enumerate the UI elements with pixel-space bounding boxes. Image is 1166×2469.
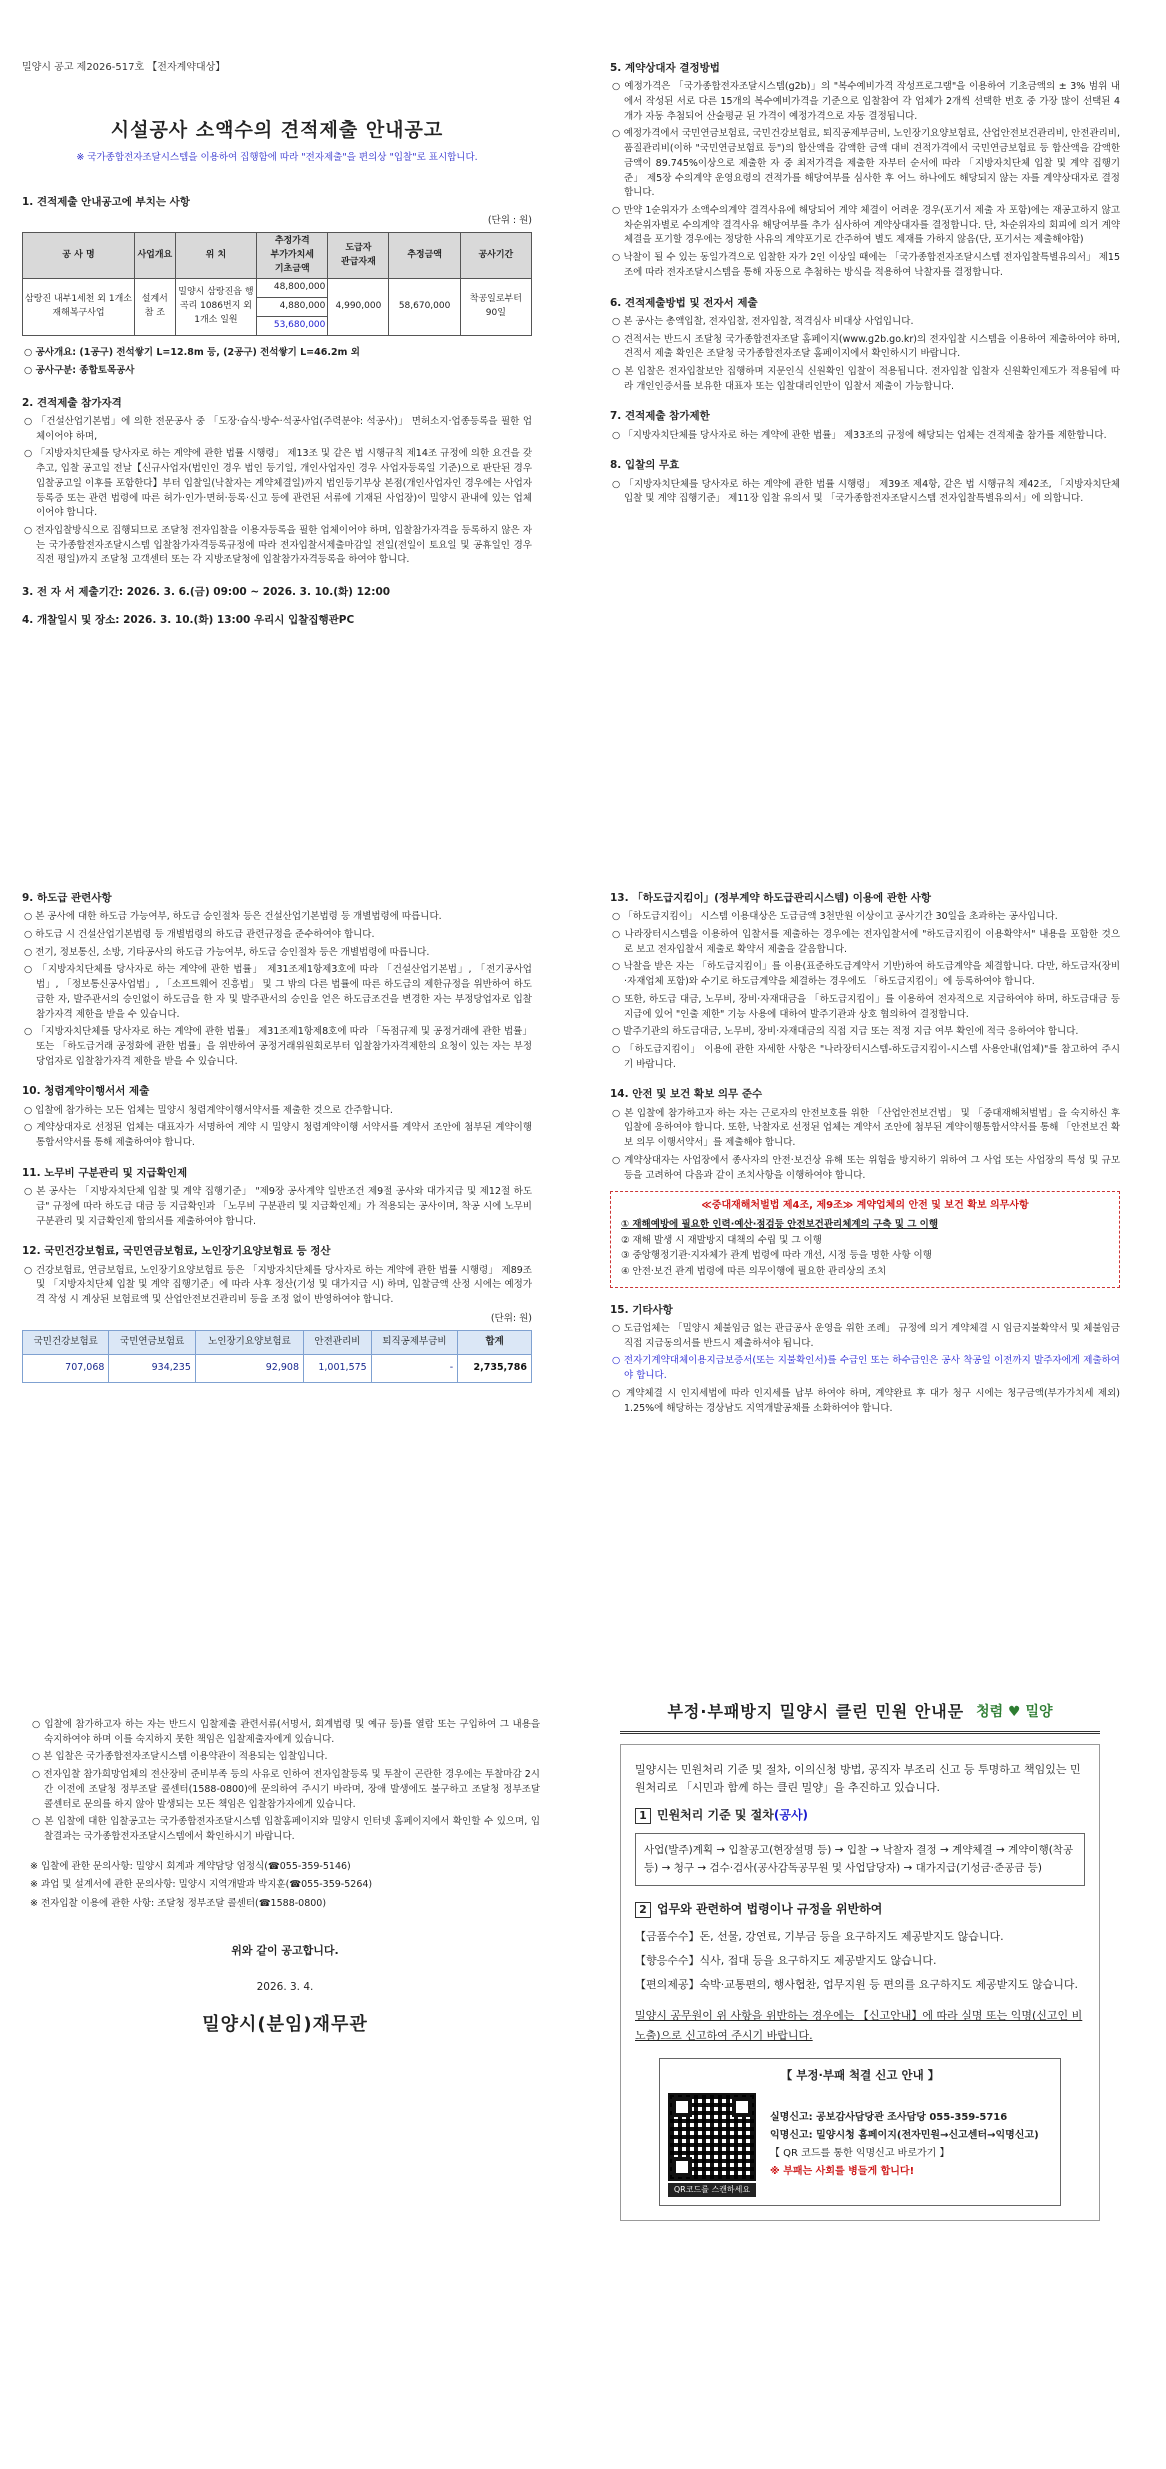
p3-para-1: ○ 입찰에 참가하고자 하는 자는 반드시 입찰제출 관련서류(서명서, 회계법령 및 예규 등)를 열람 또는 구입하여 그 내용을 숙지하여야 하며 이를 숙지하지 못한 책임은 입찰제출자에게 있습니다. xyxy=(32,1719,540,1745)
s1-note-2: ○ 공사구분: 종합토목공사 xyxy=(24,364,135,376)
ins-pension: 934,235 xyxy=(109,1355,195,1383)
th-total: 추정금액 xyxy=(389,232,460,279)
s14-para-2: ○ 계약상대자는 사업장에서 종사자의 안전·보건상 유해 또는 위험을 방지하기 위하여 그 사업 또는 사업장의 특성 및 규모 등을 고려하여 다음과 같이 조치사항을 이행하여야 합니다. xyxy=(612,1154,1120,1181)
insurance-table xyxy=(22,1330,532,1382)
s14-para-1: ○ 본 입찰에 참가하고자 하는 자는 근로자의 안전보호를 위한 「산업안전보건법」 및 「중대재해처벌법」을 숙지하신 후 입찰에 응하여야 합니다. 또한, 낙찰자로 선정된 업체는 계약서 조안에 첨부된 계약이행통합서약서를 통해 「안전보건 확보 의무 이행서약서」를 제출해야 합니다. xyxy=(612,1107,1120,1149)
th-location: 위 치 xyxy=(175,232,256,279)
safety-item-3: ③ 중앙행정기관·지자체가 관계 법령에 따라 개선, 시정 등을 명한 사항 이행 xyxy=(621,1250,932,1262)
section-10-title: 10. 청렴계약이행서서 제출 xyxy=(22,1085,150,1098)
th-summary: 사업개요 xyxy=(134,232,175,279)
ins-th-pension: 국민연금보험료 xyxy=(109,1331,195,1355)
clean-sub-1 xyxy=(635,1806,1085,1825)
safety-item-1: ① 재해예방에 필요한 인력·예산·점검등 안전보건관리체계의 구축 및 그 이행 xyxy=(621,1218,939,1230)
section-9-title: 9. 하도급 관련사항 xyxy=(22,892,112,904)
s9-para-4: ○ 「지방자치단체를 당사자로 하는 계약에 관한 법률」 제31조제1항제3호에 따라 「건설산업기본법」, 「전기공사업법」, 「정보통신공사업법」, 「소프트웨어 진흥법」 및 그 밖의 다른 법률에 따른 하도급의 제한규정을 위반하여 하도급한 자, 발주관서의 승인없이 하도급을 한 자 및 발주관서의 승인을 얻은 하도급조건을 변경한 자는 부정당업자로 입찰참가자격 제한을 받을 수 있습니다. xyxy=(24,964,532,1020)
p3-para-3: ○ 전자입찰 참가희망업체의 전산장비 준비부족 등의 사유로 인하여 전자입찰등록 및 투찰이 곤란한 경우에는 투찰마감 2시간 이전에 조달청 정부조달 콜센터(1588-0800)에 문의하여 주시기 바라며, 장애 발생에도 불구하고 조달청 정부조달 콜센터로 문의를 하지 않아 발생되는 모든 책임은 입찰참가자에게 있습니다. xyxy=(32,1769,540,1810)
qr-code-icon[interactable] xyxy=(668,2093,756,2181)
s13-para-3: ○ 낙찰을 받은 자는 「하도급지킴이」를 이용(표준하도급계약서 기반)하여 하도급계약을 체결합니다. 다만, 하도급자(장비·자재업체 포함)와 수기로 하도급계약을 체결하는 경우에도 「하도급지킴이」에 등록하여야 합니다. xyxy=(612,961,1120,988)
s15-para-2: ○ 전자기계약대체이용지급보증서(또는 지불확인서)를 수급인 또는 하수급인은 공사 착공일 이전까지 발주자에게 제출하여야 합니다. xyxy=(612,1355,1120,1382)
page1-right-column xyxy=(610,60,1120,510)
clean-item-2: 【향응수수】식사, 접대 등을 요구하지도 제공받지도 않습니다. xyxy=(635,1953,937,1967)
qr-label: QR코드를 스캔하세요 xyxy=(668,2183,756,2197)
safety-item-4: ④ 안전·보건 관계 법령에 따른 의무이행에 필요한 관리상의 조치 xyxy=(621,1265,887,1277)
s5-para-4: ○ 낙찰이 될 수 있는 동일가격으로 입찰한 자가 2인 이상일 때에는 「국가종합전자조달시스템 전자입찰특별유의서」 제15조에 따라 전자조달시스템을 통해 자동으로 추첨하는 방식을 적용하여 낙찰자를 결정합니다. xyxy=(612,252,1120,278)
issue-date: 2026. 3. 4. xyxy=(256,1980,314,1993)
cell-estimated: 48,800,000 xyxy=(257,279,328,298)
page1-left-column xyxy=(22,60,532,633)
s13-para-2: ○ 나라장터시스템을 이용하여 입찰서를 제출하는 경우에는 전자입찰서에 "하도급지킴이 이용확약서" 내용을 포함한 것으로 보고 전자입찰서 제출로 확약서 제출을 갈음합니다. xyxy=(612,928,1120,955)
s13-para-6: ○ 「하도급지킴이」 이용에 관한 자세한 사항은 "나라장터시스템-하도급지킴이-시스템 사용안내(업체)"를 참고하여 주시기 바랍니다. xyxy=(612,1044,1120,1070)
report-box xyxy=(659,2058,1061,2206)
cell-location: 밀양시 삼랑진읍 행곡리 1086번지 외 1개소 일원 xyxy=(175,279,256,336)
clean-title: 부정·부패방지 밀양시 클린 민원 안내문 xyxy=(667,1702,965,1721)
clean-item-1: 【금품수수】돈, 선물, 강연료, 기부금 등을 요구하지도 제공받지도 않습니다. xyxy=(635,1930,1004,1944)
s6-para-2: ○ 견적서는 반드시 조달청 국가종합전자조달 홈페이지(www.g2b.go.kr)의 전자입찰 시스템을 이용하여 제출하여야 하며, 견적서 제출 확인은 조달청 국가종합전자조달 홈페이지에서 확인하시기 바랍니다. xyxy=(612,333,1120,360)
th-contractor: 도급자 관급자재 xyxy=(328,232,389,279)
sub-1-suffix: (공사) xyxy=(773,1808,809,1823)
section-4: 4. 개찰일시 및 장소: 2026. 3. 10.(화) 13:00 우리시 입찰집행관PC xyxy=(22,614,355,627)
clean-item-3: 【편의제공】숙박·교통편의, 행사협찬, 업무지원 등 편의를 요구하지도 제공받지도 않습니다. xyxy=(635,1977,1078,1991)
report-line-1: 실명신고: 공보감사담당관 조사담당 055-359-5716 xyxy=(770,2112,1008,2124)
page3-left-column xyxy=(30,1718,540,2039)
cell-summary: 설계서 참 조 xyxy=(134,279,175,336)
notice-subtitle: ※ 국가종합전자조달시스템을 이용하여 집행함에 따라 "전자제출"을 편의상 "입찰"로 표시합니다. xyxy=(76,151,478,163)
ins-th-health: 국민건강보험료 xyxy=(23,1331,109,1355)
qr-block xyxy=(668,2093,756,2197)
s2-para-3: ○ 전자입찰방식으로 집행되므로 조달청 전자입찰을 이용자등록을 필한 업체이어야 하며, 입찰참가자격을 등록하지 않은 자는 국가종합전자조달시스템 입찰참가자격등록규정에 따라 전자입찰서제출마감일 전일(전일이 토요일 및 공휴일인 경우 직전 평일)까지 조달청 고객센터 또는 각 지방조달청에 입찰참가자격등록을 하여야 합니다. xyxy=(24,525,532,566)
th-name: 공 사 명 xyxy=(23,232,135,279)
s9-para-3: ○ 전기, 정보통신, 소방, 기타공사의 하도급 가능여부, 하도급 승인절차 등은 개별법령에 따릅니다. xyxy=(24,946,430,958)
s6-para-1: ○ 본 공사는 총액입찰, 전자입찰, 전자입찰, 적격심사 비대상 사업입니다. xyxy=(612,315,914,327)
clean-body xyxy=(620,1744,1100,2221)
safety-obligation-box xyxy=(610,1191,1120,1287)
clean-notice xyxy=(620,1700,1100,2221)
section-2-title: 2. 견적제출 참가자격 xyxy=(22,396,122,409)
section-11-title: 11. 노무비 구분관리 및 지급확인제 xyxy=(22,1166,188,1179)
safety-item-2: ② 재해 발생 시 재발방지 대책의 수립 및 그 이행 xyxy=(621,1234,822,1246)
ins-th-retire: 퇴직공제부금비 xyxy=(371,1331,457,1355)
section-3: 3. 전 자 서 제출기간: 2026. 3. 6.(금) 09:00 ~ 2026. 3. 10.(화) 12:00 xyxy=(22,586,391,599)
p3-para-4: ○ 본 입찰에 대한 입찰공고는 국가종합전자조달시스템 입찰홈페이지와 밀양시 인터넷 홈페이지에서 확인할 수 있으며, 입찰결과는 국가종합전자조달시스템에서 확인하시기 바랍니다. xyxy=(32,1816,540,1843)
section-7-title: 7. 견적제출 참가제한 xyxy=(610,410,710,423)
section-5-title: 5. 계약상대자 결정방법 xyxy=(610,62,720,74)
cell-vat: 4,880,000 xyxy=(257,298,328,317)
section-12-title: 12. 국민건강보험료, 국민연금보험료, 노인장기요양보험료 등 정산 xyxy=(22,1245,331,1258)
contact-3: ※ 전자입찰 이용에 관한 사항: 조달청 정부조달 콜센터(☎1588-0800) xyxy=(30,1898,327,1910)
cell-base: 53,680,000 xyxy=(257,317,328,336)
contact-2: ※ 과업 및 설계서에 관한 문의사항: 밀양시 지역개발과 박지훈(☎055-359-5264) xyxy=(30,1879,373,1891)
cell-name: 삼랑진 내부1세천 외 1개소 재해복구사업 xyxy=(23,279,135,336)
ins-safety: 1,001,575 xyxy=(304,1355,372,1383)
report-title: 【 부정·부패 척결 신고 안내 】 xyxy=(780,2068,940,2083)
issuer: 밀양시(분임)재무관 xyxy=(202,2014,368,2036)
s13-para-1: ○ 「하도급지킴이」 시스템 이용대상은 도급금액 3천만원 이상이고 공사기간 30일을 초과하는 공사입니다. xyxy=(612,911,1058,923)
sub-number-2: 2 xyxy=(635,1902,651,1918)
s9-para-1: ○ 본 공사에 대한 하도급 가능여부, 하도급 승인절차 등은 건설산업기본법령 등 개별법령에 따릅니다. xyxy=(24,911,442,923)
section-8-title: 8. 입찰의 무효 xyxy=(610,459,680,472)
ins-care: 92,908 xyxy=(195,1355,303,1383)
s11-para-1: ○ 본 공사는 「지방자치단체 입찰 및 계약 집행기준」 "제9장 공사계약 일반조건 제9절 공사와 대가지급 및 제12절 하도급" 규정에 따라 하도급 대금 등 지급확인과 「노무비 구분관리 및 지급확인제」가 적용되는 공사이며, 착공 시에 노무비 구분관리 및 지급확인제 합의서를 제출하여야 합니다. xyxy=(24,1186,532,1227)
sub-number-1: 1 xyxy=(635,1808,651,1824)
s12-unit: (단위: 원) xyxy=(490,1312,532,1324)
ins-health: 707,068 xyxy=(23,1355,109,1383)
clean-header xyxy=(620,1700,1100,1734)
page2-right-column xyxy=(610,890,1120,1419)
sub-1-label: 민원처리 기준 및 절차 xyxy=(657,1808,774,1823)
ins-total: 2,735,786 xyxy=(458,1355,532,1383)
s10-para-2: ○ 계약상대자로 선정된 업체는 대표자가 서명하여 계약 시 밀양시 청렴계약이행 서약서를 계약서 조안에 첨부된 계약이행통합서약서를 통해 제출하여야 합니다. xyxy=(24,1122,532,1149)
clean-milyang-logo: 청렴 ♥ 밀양 xyxy=(976,1703,1053,1720)
report-content xyxy=(668,2093,1052,2197)
procedure-flow: 사업(발주)계획 → 입찰공고(현장설명 등) → 입찰 → 낙찰자 결정 → 계약체결 → 계약이행(착공 등) → 청구 → 검수·검사(공사감독공무원 및 사업담당자) → 대가지급(기성금·준공금 등) xyxy=(635,1833,1085,1887)
ins-retire: - xyxy=(371,1355,457,1383)
s12-para-1: ○ 건강보험료, 연금보험료, 노인장기요양보험료 등은 「지방자치단체를 당사자로 하는 계약에 관한 법률 시행령」 제89조 및 「지방자치단체 입찰 및 계약 집행기준」에 따라 사후 정산(기성 및 대가지급 시) 하며, 입찰금액 산정 시에는 예정가격 작성 시 계상된 보험료액 및 산업안전보건관리비 등을 조정 없이 반영하여야 합니다. xyxy=(24,1264,532,1305)
s13-para-5: ○ 발주기관의 하도급대금, 노무비, 장비·자재대금의 직접 지급 또는 적정 지급 여부 확인에 적극 응하여야 합니다. xyxy=(612,1026,1079,1038)
report-line-3: 【 QR 코드를 통한 익명신고 바로가기 】 xyxy=(770,2148,950,2160)
final-statement: 위와 같이 공고합니다. xyxy=(231,1943,339,1957)
report-lines xyxy=(770,2109,1039,2181)
notice-title: 시설공사 소액수의 견적제출 안내공고 xyxy=(110,118,444,141)
section-1-title: 1. 견적제출 안내공고에 부치는 사항 xyxy=(22,195,190,208)
p3-para-2: ○ 본 입찰은 국가종합전자조달시스템 이용약관이 적용되는 입찰입니다. xyxy=(32,1751,328,1763)
s15-para-3: ○ 계약체결 시 인지세법에 따라 인지세를 납부 하여야 하며, 계약완료 후 대가 청구 시에는 청구금액(부가가치세 제외) 1.25%에 해당하는 경상남도 지역개발공채를 소화하여야 합니다. xyxy=(612,1387,1120,1414)
s13-para-4: ○ 또한, 하도급 대금, 노무비, 장비·자재대금을 「하도급지킴이」를 이용하여 전자적으로 지급하여야 하며, 하도급대금 등 지급에 있어 "인출 제한" 기능 사용에 대하여 발주기관과 상호 협의하여 결정합니다. xyxy=(612,993,1120,1020)
report-line-4: ※ 부패는 사회를 병들게 합니다! xyxy=(770,2166,915,2178)
section-6-title: 6. 견적제출방법 및 전자서 제출 xyxy=(610,296,758,309)
table-row xyxy=(23,1355,532,1383)
clean-sub-2 xyxy=(635,1900,1085,1919)
s9-para-5: ○ 「지방자치단체를 당사자로 하는 계약에 관한 법률」 제31조제1항제8호에 따라 「독점규제 및 공정거래에 관한 법률」 또는 「하도급거래 공정화에 관한 법률」을 위반하여 공정거래위원회로부터 입찰참가자격제한의 요청이 있는 자는 부정당업자로 입찰참가자격 제한을 받을 수 있습니다. xyxy=(24,1026,532,1067)
cell-total: 58,670,000 xyxy=(389,279,460,336)
s5-para-2: ○ 예정가격에서 국민연금보험료, 국민건강보험료, 퇴직공제부금비, 노인장기요양보험료, 산업안전보건관리비, 안전관리비, 품질관리비(이하 "국민연금보험료 등")의 합산액을 감액한 금액 대비 견적가격에서 국민연금보험료 등 합산액을 감액한 금액이 89.745%이상으로 제출한 자 중 최저가격을 제출한 자부터 순서에 따라 「지방자치단체 입찰 및 계약 집행기준」 제5장 수의계약 운영요령의 견적가를 해당여부를 심사한 후 어느 하나에도 해당되지 않는 자를 계약상대자로 결정합니다. xyxy=(612,128,1120,199)
report-line-2: 익명신고: 밀양시청 홈페이지(전자민원→신고센터→익명신고) xyxy=(770,2130,1039,2142)
ins-th-safety: 안전관리비 xyxy=(304,1331,372,1355)
th-period: 공사기간 xyxy=(460,232,531,279)
s1-note-1: ○ 공사개요: (1공구) 전석쌓기 L=12.8m 등, (2공구) 전석쌓기 L=46.2m 외 xyxy=(24,347,360,359)
s8-para-1: ○ 「지방자치단체를 당사자로 하는 계약에 관한 법률 시행령」 제39조 제4항, 같은 법 시행규칙 제42조, 「지방자치단체 입찰 및 계약 집행기준」 제11장 입찰 유의서 및 「국가종합전자조달시스템 전자입찰특별유의서」에 의합니다. xyxy=(612,478,1120,505)
safety-title: ≪중대재해처벌법 제4조, 제9조≫ 계약업체의 안전 및 보건 확보 의무사항 xyxy=(701,1200,1029,1212)
page2-left-column xyxy=(22,890,532,1383)
s10-para-1: ○ 입찰에 참가하는 모든 업체는 밀양시 청렴계약이행서약서를 제출한 것으로 간주합니다. xyxy=(24,1104,393,1116)
s6-para-3: ○ 본 입찰은 전자입찰보안 집행하며 지문인식 신원확인 입찰이 적용됩니다. 전자입찰 입찰자 신원확인제도가 적용됨에 따라 개인인증서를 보유한 대표자 또는 입찰대리인만이 입찰서 제출이 가능합니다. xyxy=(612,366,1120,392)
sub-2-label: 업무와 관련하여 법령이나 규정을 위반하여 xyxy=(657,1902,883,1917)
ins-th-total: 합계 xyxy=(458,1331,532,1355)
clean-intro: 밀양시는 민원처리 기준 및 절차, 이의신청 방법, 공직자 부조리 신고 등 투명하고 책임있는 민원처리로 「시민과 함께 하는 클린 밀양」을 추진하고 있습니다. xyxy=(635,1762,1081,1795)
cell-contractor: 4,990,000 xyxy=(328,279,389,336)
section-15-title: 15. 기타사항 xyxy=(610,1303,673,1316)
s2-para-2: ○ 「지방자치단체를 당사자로 하는 계약에 관한 법률 시행령」 제13조 및 같은 법 시행규칙 제14조 규정에 의한 요건을 갖추고, 입찰 공고일 전날【신규사업자(법인인 경우 법인 등기일, 개인사업자인 경우 사업자등록일 기준)으로 판단된 경우 입찰공고일 이후를 포함한다】부터 입찰일(낙찰자는 계약체결일)까지 법인등기부상 본점(개인사업자인 경우에는 사업자등록증 또는 관련 법령에 따른 허가·인가·면허·등록·신고 등에 관련된 서류에 기재된 사업장)이 밀양시 관내에 있는 업체이어야 합니다. xyxy=(24,448,532,519)
clean-closing: 밀양시 공무원이 위 사항을 위반하는 경우에는 【신고안내】에 따라 실명 또는 익명(신고인 비노출)으로 신고하여 주시기 바랍니다. xyxy=(635,2009,1083,2043)
th-price: 추정가격 부가가치세 기초금액 xyxy=(257,232,328,279)
s5-para-3: ○ 만약 1순위자가 소액수의계약 결격사유에 해당되어 계약 체결이 어려운 경우(포기서 제출 자 포함)에는 재공고하지 않고 차순위자별로 수의계약 결격사유 해당여부를 추가 심사하여 계약상대자를 결정합니다. 단, 차순위자의 회피에 의거 계약 체결을 포기할 경우에는 정당한 사유의 계약포기로 간주하여 별도 제재를 가하지 않음(단, 포기서는 제출해야함) xyxy=(612,205,1120,246)
cell-period: 착공일로부터 90일 xyxy=(460,279,531,336)
s15-para-1: ○ 도급업체는 「밀양시 체불임금 없는 관급공사 운영을 위한 조례」 규정에 의거 계약체결 시 임금지불확약서 및 체불임금 직접 지급동의서를 반드시 제출하셔야 됩니다. xyxy=(612,1322,1120,1349)
section-14-title: 14. 안전 및 보건 확보 의무 준수 xyxy=(610,1088,763,1101)
s2-para-1: ○ 「건설산업기본법」에 의한 전문공사 중 「도장·습식·방수·석공사업(주력분야: 석공사)」 면허소지·업종등록을 필한 업체이어야 하며, xyxy=(24,415,532,442)
unit-label: (단위 : 원) xyxy=(487,214,532,226)
contact-1: ※ 입찰에 관한 문의사항: 밀양시 회계과 계약담당 엄정식(☎055-359-5146) xyxy=(30,1860,351,1872)
s9-para-2: ○ 하도급 시 건설산업기본법령 등 개별법령의 하도급 관련규정을 준수하여야 합니다. xyxy=(24,928,375,940)
s5-para-1: ○ 예정가격은 「국가종합전자조달시스템(g2b)」의 "복수예비가격 작성프로그램"을 이용하여 기초금액의 ± 3% 범위 내에서 작성된 서로 다른 15개의 복수예비가격을 기준으로 입찰참여 각 업체가 2개씩 선택한 번호 중 가장 많이 선택된 4개가 자동 추첨되어 산술평균 된 가격이 예정가격으로 자동 결정됩니다. xyxy=(612,81,1120,122)
section-13-title: 13. 「하도급지킴이」(정부계약 하도급관리시스템) 이용에 관한 사항 xyxy=(610,892,932,904)
table-row xyxy=(23,279,532,298)
bid-summary-table xyxy=(22,232,532,337)
s7-para-1: ○ 「지방자치단체를 당사자로 하는 계약에 관한 법률」 제33조의 규정에 해당되는 업체는 견적제출 참가를 제한합니다. xyxy=(612,429,1107,441)
ins-th-care: 노인장기요양보험료 xyxy=(195,1331,303,1355)
document-number: 밀양시 공고 제2026-517호 【전자계약대상】 xyxy=(22,62,226,73)
